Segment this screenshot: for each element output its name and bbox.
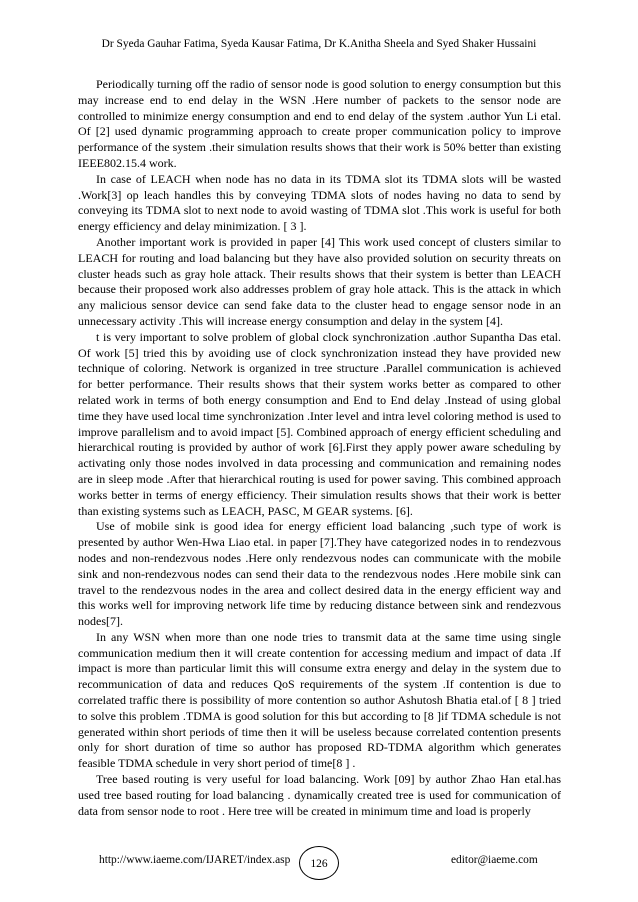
paragraph: In case of LEACH when node has no data in its TDMA slot its TDMA slots will be wasted .Work[3] op leach handles this by conveying TDMA slots of nodes having no data to send by conveying its TDMA slot to next node to avoid wasting of TDMA slot .This work is useful for both energy efficiency and delay minimization. [ 3 ]. xyxy=(78,171,561,234)
page-footer xyxy=(0,846,638,882)
running-header: Dr Syeda Gauhar Fatima, Syeda Kausar Fatima, Dr K.Anitha Sheela and Syed Shaker Hussaini xyxy=(101,38,537,50)
paragraph: t is very important to solve problem of global clock synchronization .author Supantha Das etal. Of work [5] tried this by avoiding use of clock synchronization instead they have provided new technique of coloring. Network is organized in tree structure .Parallel communication is achieved for better performance. Their results shows that their system works better as compared to other related work in terms of both energy consumption and End to End delay .Instead of using global time they have used local time synchronization .Inter level and intra level coloring method is used to improve parallelism and to avoid impact [5]. Combined approach of energy efficient scheduling and hierarchical routing is provided by author of work [6].First they apply power aware scheduling by activating only those nodes involved in data processing and communication and remaining nodes are in sleep mode .After that hierarchical routing is used for power saving. This combined approach works better in terms of energy efficiency. Their simulation results shows that their work is better than existing systems such as LEACH, PASC, M GEAR systems. [6]. xyxy=(78,329,561,518)
paragraph: Tree based routing is very useful for load balancing. Work [09] by author Zhao Han etal.has used tree based routing for load balancing . dynamically created tree is used for communication of data from sensor node to root . Here tree will be created in minimum time and load is properly xyxy=(78,772,561,818)
paragraph: Use of mobile sink is good idea for energy efficient load balancing ,such type of work is presented by author Wen-Hwa Liao etal. in paper [7].They have categorized nodes in to rendezvous nodes and non-rendezvous nodes .Here only rendezvous nodes can communicate with the mobile sink and non-rendezvous nodes can send their data to the rendezvous nodes .Here mobile sink can travel to the rendezvous nodes in the area and collect desired data in the energy efficient way and this works well for improving network life time by reducing distance between sink and rendezvous nodes[7]. xyxy=(78,519,561,629)
page-number: 126 xyxy=(299,846,339,880)
paragraph: Another important work is provided in paper [4] This work used concept of clusters similar to LEACH for routing and load balancing but they have also provided solution on security threats on cluster heads such as gray hole attack. Their results shows that their system is better than LEACH because their proposed work also addresses problem of gray hole attack. This is the attack in which any malicious sensor device can send fake data to the cluster head to engage sensor node in an unnecessary activity .This will increase energy consumption and delay in the system [4]. xyxy=(78,234,561,328)
footer-email-link[interactable]: editor@iaeme.com xyxy=(451,854,538,866)
paragraph: In any WSN when more than one node tries to transmit data at the same time using single communication medium then it will create contention for accessing medium and impact of data .If impact is more than particular limit this will consume extra energy and delay in the system due to recommunication of data and reduces QoS requirements of the system .If contention is due to correlated traffic there is possibility of more contention so author Ashutosh Bhatia etal.of [ 8 ] tried to solve this problem .TDMA is good solution for this but according to [8 ]if TDMA schedule is not generated within short periods of time then it will be useless because correlated contention presents only for short duration of time so author has proposed RD-TDMA algorithm which generates feasible TDMA schedule in very short period of time[8 ] . xyxy=(78,629,561,771)
paragraph: Periodically turning off the radio of sensor node is good solution to energy consumption but this may increase end to end delay in the WSN .Here number of packets to the sensor node are controlled to minimize energy consumption and end to end delay of the system .author Yun Li etal. Of [2] used dynamic programming approach to create proper communication policy to improve performance of the system .their simulation results shows that their work is 50% better than existing IEEE802.15.4 work. xyxy=(78,77,561,170)
footer-url-link[interactable]: http://www.iaeme.com/IJARET/index.asp xyxy=(99,854,291,866)
body-text xyxy=(78,77,561,819)
